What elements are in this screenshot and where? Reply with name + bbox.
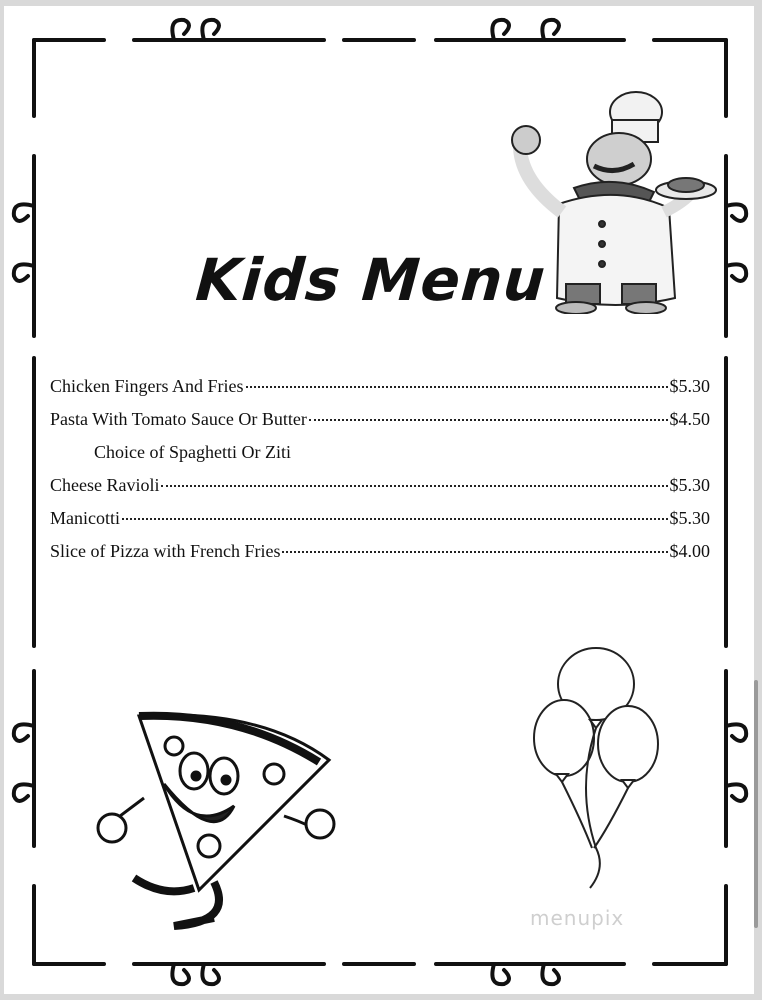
item-price: $5.30 — [669, 475, 710, 495]
menu-list — [50, 370, 710, 568]
scrollbar[interactable] — [754, 680, 758, 928]
dot-leader — [282, 550, 667, 553]
item-name: Chicken Fingers And Fries — [50, 376, 244, 396]
menu-page — [4, 6, 754, 994]
dot-leader — [122, 517, 668, 520]
item-name: Cheese Ravioli — [50, 475, 160, 495]
menu-title: Kids Menu — [193, 246, 549, 314]
item-price: $5.30 — [669, 508, 710, 528]
menu-item — [50, 403, 710, 436]
item-name: Manicotti — [50, 508, 120, 528]
dot-leader — [161, 484, 667, 487]
menu-item — [50, 502, 710, 535]
balloons-illustration — [524, 646, 674, 891]
item-name: Slice of Pizza with French Fries — [50, 541, 281, 561]
menupix-watermark: menupix — [530, 906, 625, 930]
item-price: $4.50 — [669, 409, 710, 429]
item-note: Choice of Spaghetti Or Ziti — [94, 442, 291, 462]
pizza-slice-illustration — [84, 706, 344, 946]
item-price: $5.30 — [669, 376, 710, 396]
menu-item — [50, 469, 710, 502]
item-name: Pasta With Tomato Sauce Or Butter — [50, 409, 307, 429]
item-price: $4.00 — [669, 541, 710, 561]
dot-leader — [309, 418, 668, 421]
menu-item — [50, 370, 710, 403]
dot-leader — [246, 385, 668, 388]
menu-item — [50, 535, 710, 568]
